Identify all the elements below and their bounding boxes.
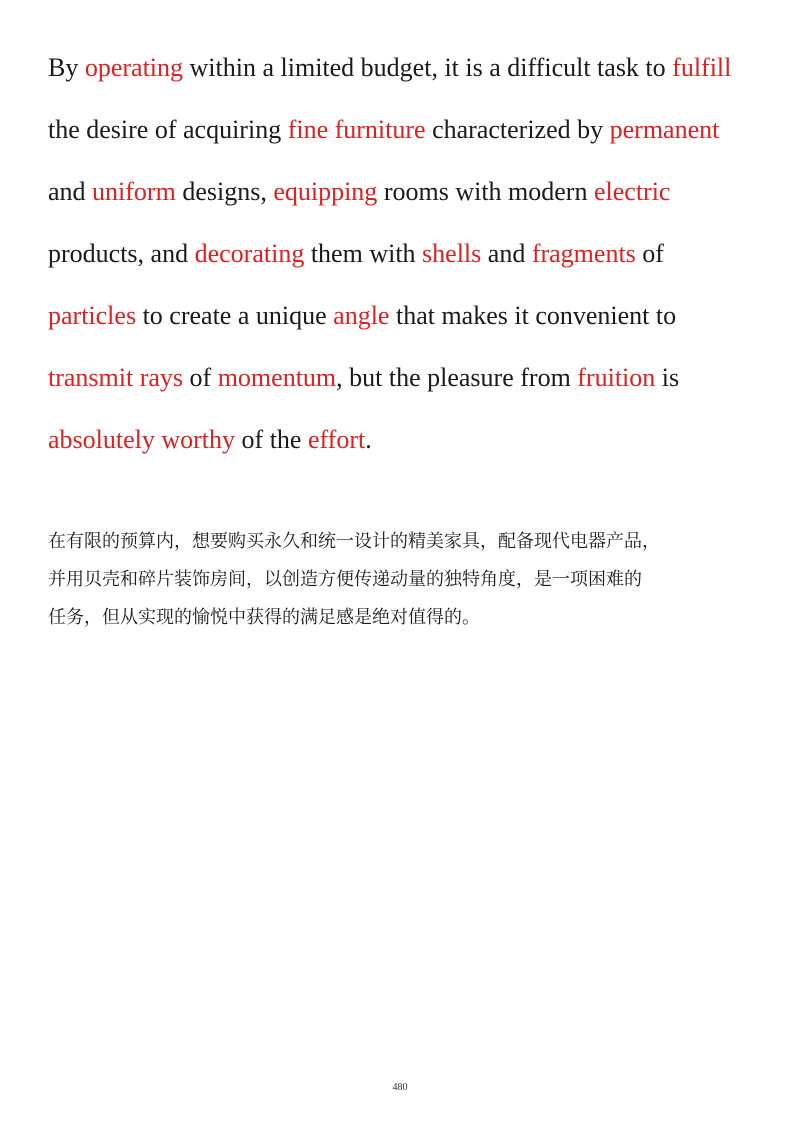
text-segment: products, and (48, 239, 195, 268)
text-segment: and (48, 177, 93, 206)
english-line (48, 409, 768, 471)
text-segment: to create a unique (136, 301, 334, 330)
chinese-line: 在有限的预算内，想要购买永久和统一设计的精美家具，配备现代电器产品， (48, 531, 660, 552)
highlighted-word: uniform (92, 177, 176, 206)
text-segment: the desire of acquiring (48, 115, 288, 144)
text-segment: and (481, 239, 532, 268)
text-segment: . (365, 425, 372, 454)
highlighted-word: decorating (194, 239, 305, 268)
english-line (48, 161, 768, 223)
highlighted-word: angle (333, 301, 390, 330)
chinese-line: 任务，但从实现的愉悦中获得的满足感是绝对值得的。 (48, 607, 480, 628)
english-line (48, 285, 768, 347)
highlighted-word: operating (84, 53, 184, 82)
highlighted-word: fragments (531, 239, 636, 268)
highlighted-word: fine furniture (287, 115, 426, 144)
highlighted-word: effort (307, 425, 366, 454)
chinese-line: 并用贝壳和碎片装饰房间，以创造方便传递动量的独特角度，是一项困难的 (48, 569, 642, 590)
text-segment: characterized by (425, 115, 610, 144)
page-number: 480 (392, 1082, 408, 1093)
highlighted-word: equipping (273, 177, 378, 206)
english-line (48, 347, 768, 409)
chinese-paragraph (48, 523, 763, 637)
english-line (48, 37, 768, 99)
text-segment: rooms with modern (377, 177, 594, 206)
highlighted-word: electric (593, 177, 671, 206)
highlighted-word: transmit rays (48, 363, 184, 392)
text-segment: of (183, 363, 218, 392)
english-line (48, 223, 768, 285)
text-segment: within a limited budget, it is a difficult task to (183, 53, 673, 82)
text-segment: , but the pleasure from (336, 363, 578, 392)
text-segment: of (635, 239, 664, 268)
english-line (48, 99, 768, 161)
text-segment: By (48, 53, 85, 82)
text-segment: of the (235, 425, 308, 454)
highlighted-word: absolutely worthy (48, 425, 236, 454)
highlighted-word: fulfill (672, 53, 732, 82)
highlighted-word: permanent (609, 115, 720, 144)
highlighted-word: shells (422, 239, 482, 268)
text-segment: them with (304, 239, 423, 268)
english-paragraph (48, 37, 768, 471)
text-segment: is (655, 363, 680, 392)
text-segment: designs, (175, 177, 274, 206)
highlighted-word: particles (48, 301, 137, 330)
text-segment: that makes it convenient to (389, 301, 677, 330)
highlighted-word: fruition (577, 363, 656, 392)
highlighted-word: momentum (217, 363, 337, 392)
